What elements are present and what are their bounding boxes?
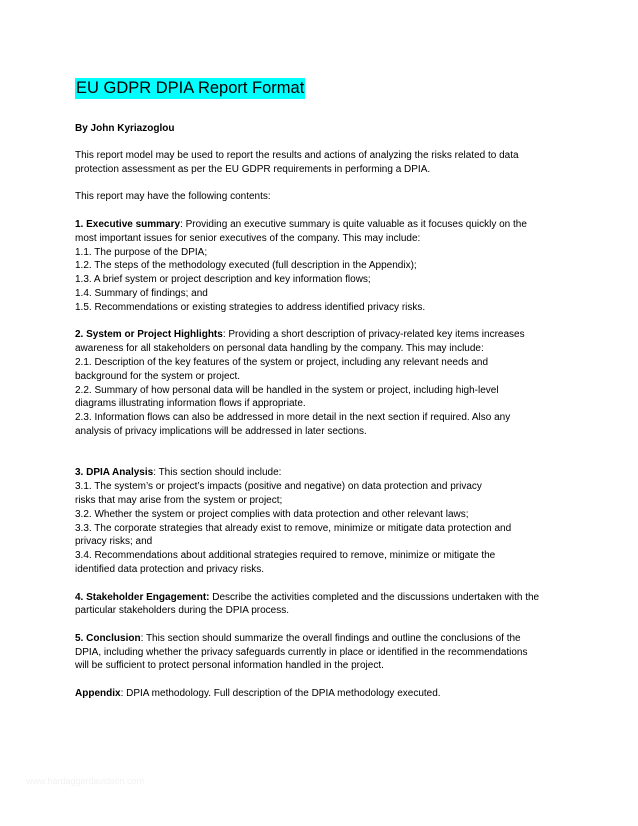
author-line: By John Kyriazoglou — [75, 123, 175, 134]
section-5-line-2: DPIA, including whether the privacy safeguards currently in place or identified in the recommendations — [75, 646, 528, 658]
section-1-item: 1.4. Summary of findings; and — [75, 287, 208, 299]
section-2-line: 2.2. Summary of how personal data will be handled in the system or project, including high-level — [75, 384, 499, 396]
section-5-text: : This section should summarize the overall findings and outline the conclusions of the — [140, 632, 521, 644]
section-2-heading: 2. System or Project Highlights — [75, 329, 223, 341]
appendix-line — [75, 687, 565, 701]
section-3-line: identified data protection and privacy risks. — [75, 563, 264, 575]
document-title: EU GDPR DPIA Report Format — [76, 79, 305, 97]
section-1-text: : Providing an executive summary is quite valuable as it focuses quickly on the — [180, 218, 527, 230]
section-4-heading: 4. Stakeholder Engagement: — [75, 591, 210, 603]
section-1-item: 1.3. A brief system or project description and key information flows; — [75, 274, 371, 286]
section-3-line: risks that may arise from the system or project; — [75, 494, 283, 506]
section-2-line: awareness for all stakeholders on personal data handling by the company. This may include: — [75, 343, 484, 355]
section-4-text: Describe the activities completed and the discussions undertaken with the — [209, 591, 540, 603]
appendix-text: : DPIA methodology. Full description of the DPIA methodology executed. — [120, 688, 441, 700]
section-3-line: 3.4. Recommendations about additional strategies required to remove, minimize or mitigate the — [75, 550, 496, 562]
section-1-item: 1.2. The steps of the methodology executed (full description in the Appendix); — [75, 260, 417, 272]
watermark-text: www.hardaggerdavidson.com — [26, 776, 145, 786]
section-2-line: 2.3. Information flows can also be addressed in more detail in the next section if required. Also any — [75, 412, 511, 424]
section-1-first-line — [75, 218, 565, 232]
section-5-heading: 5. Conclusion — [75, 632, 141, 644]
section-2-line: background for the system or project. — [75, 370, 241, 382]
section-5-line-3: will be sufficient to protect personal information handled in the project. — [75, 660, 384, 672]
section-2-line: diagrams illustrating information flows if appropriate. — [75, 398, 306, 410]
document-body — [75, 149, 565, 701]
intro-line-3: This report may have the following contents: — [75, 191, 271, 203]
section-3-heading: 3. DPIA Analysis — [75, 467, 154, 479]
section-3-line: 3.2. Whether the system or project complies with data protection and other relevant laws; — [75, 508, 469, 520]
appendix-heading: Appendix — [75, 688, 121, 700]
intro-line-2: protection assessment as per the EU GDPR requirements in performing a DPIA. — [75, 163, 431, 175]
section-1-item: 1.5. Recommendations or existing strategies to address identified privacy risks. — [75, 301, 426, 313]
section-3-text: : This section should include: — [153, 467, 282, 479]
section-3-line: privacy risks; and — [75, 536, 153, 548]
section-2-text: : Providing a short description of privacy-related key items increases — [222, 329, 525, 341]
section-3-line: 3.1. The system’s or project’s impacts (positive and negative) on data protection and privacy — [75, 481, 482, 493]
section-3-first-line — [75, 466, 565, 480]
section-3-line: 3.3. The corporate strategies that already exist to remove, minimize or mitigate data protection and — [75, 522, 512, 534]
section-5-first-line — [75, 632, 565, 646]
section-1-item: 1.1. The purpose of the DPIA; — [75, 246, 208, 258]
section-2-line: 2.1. Description of the key features of the system or project, including any relevant needs and — [75, 356, 489, 368]
section-4-line-2: particular stakeholders during the DPIA process. — [75, 605, 289, 617]
section-1-heading: 1. Executive summary — [75, 218, 181, 230]
section-2-first-line — [75, 328, 565, 342]
section-2-line: analysis of privacy implications will be addressed in later sections. — [75, 425, 367, 437]
section-1-line-2: most important issues for senior executives of the company. This may include: — [75, 232, 421, 244]
intro-line-1: This report model may be used to report the results and actions of analyzing the risks related to data — [75, 150, 519, 161]
section-4-first-line — [75, 591, 565, 605]
